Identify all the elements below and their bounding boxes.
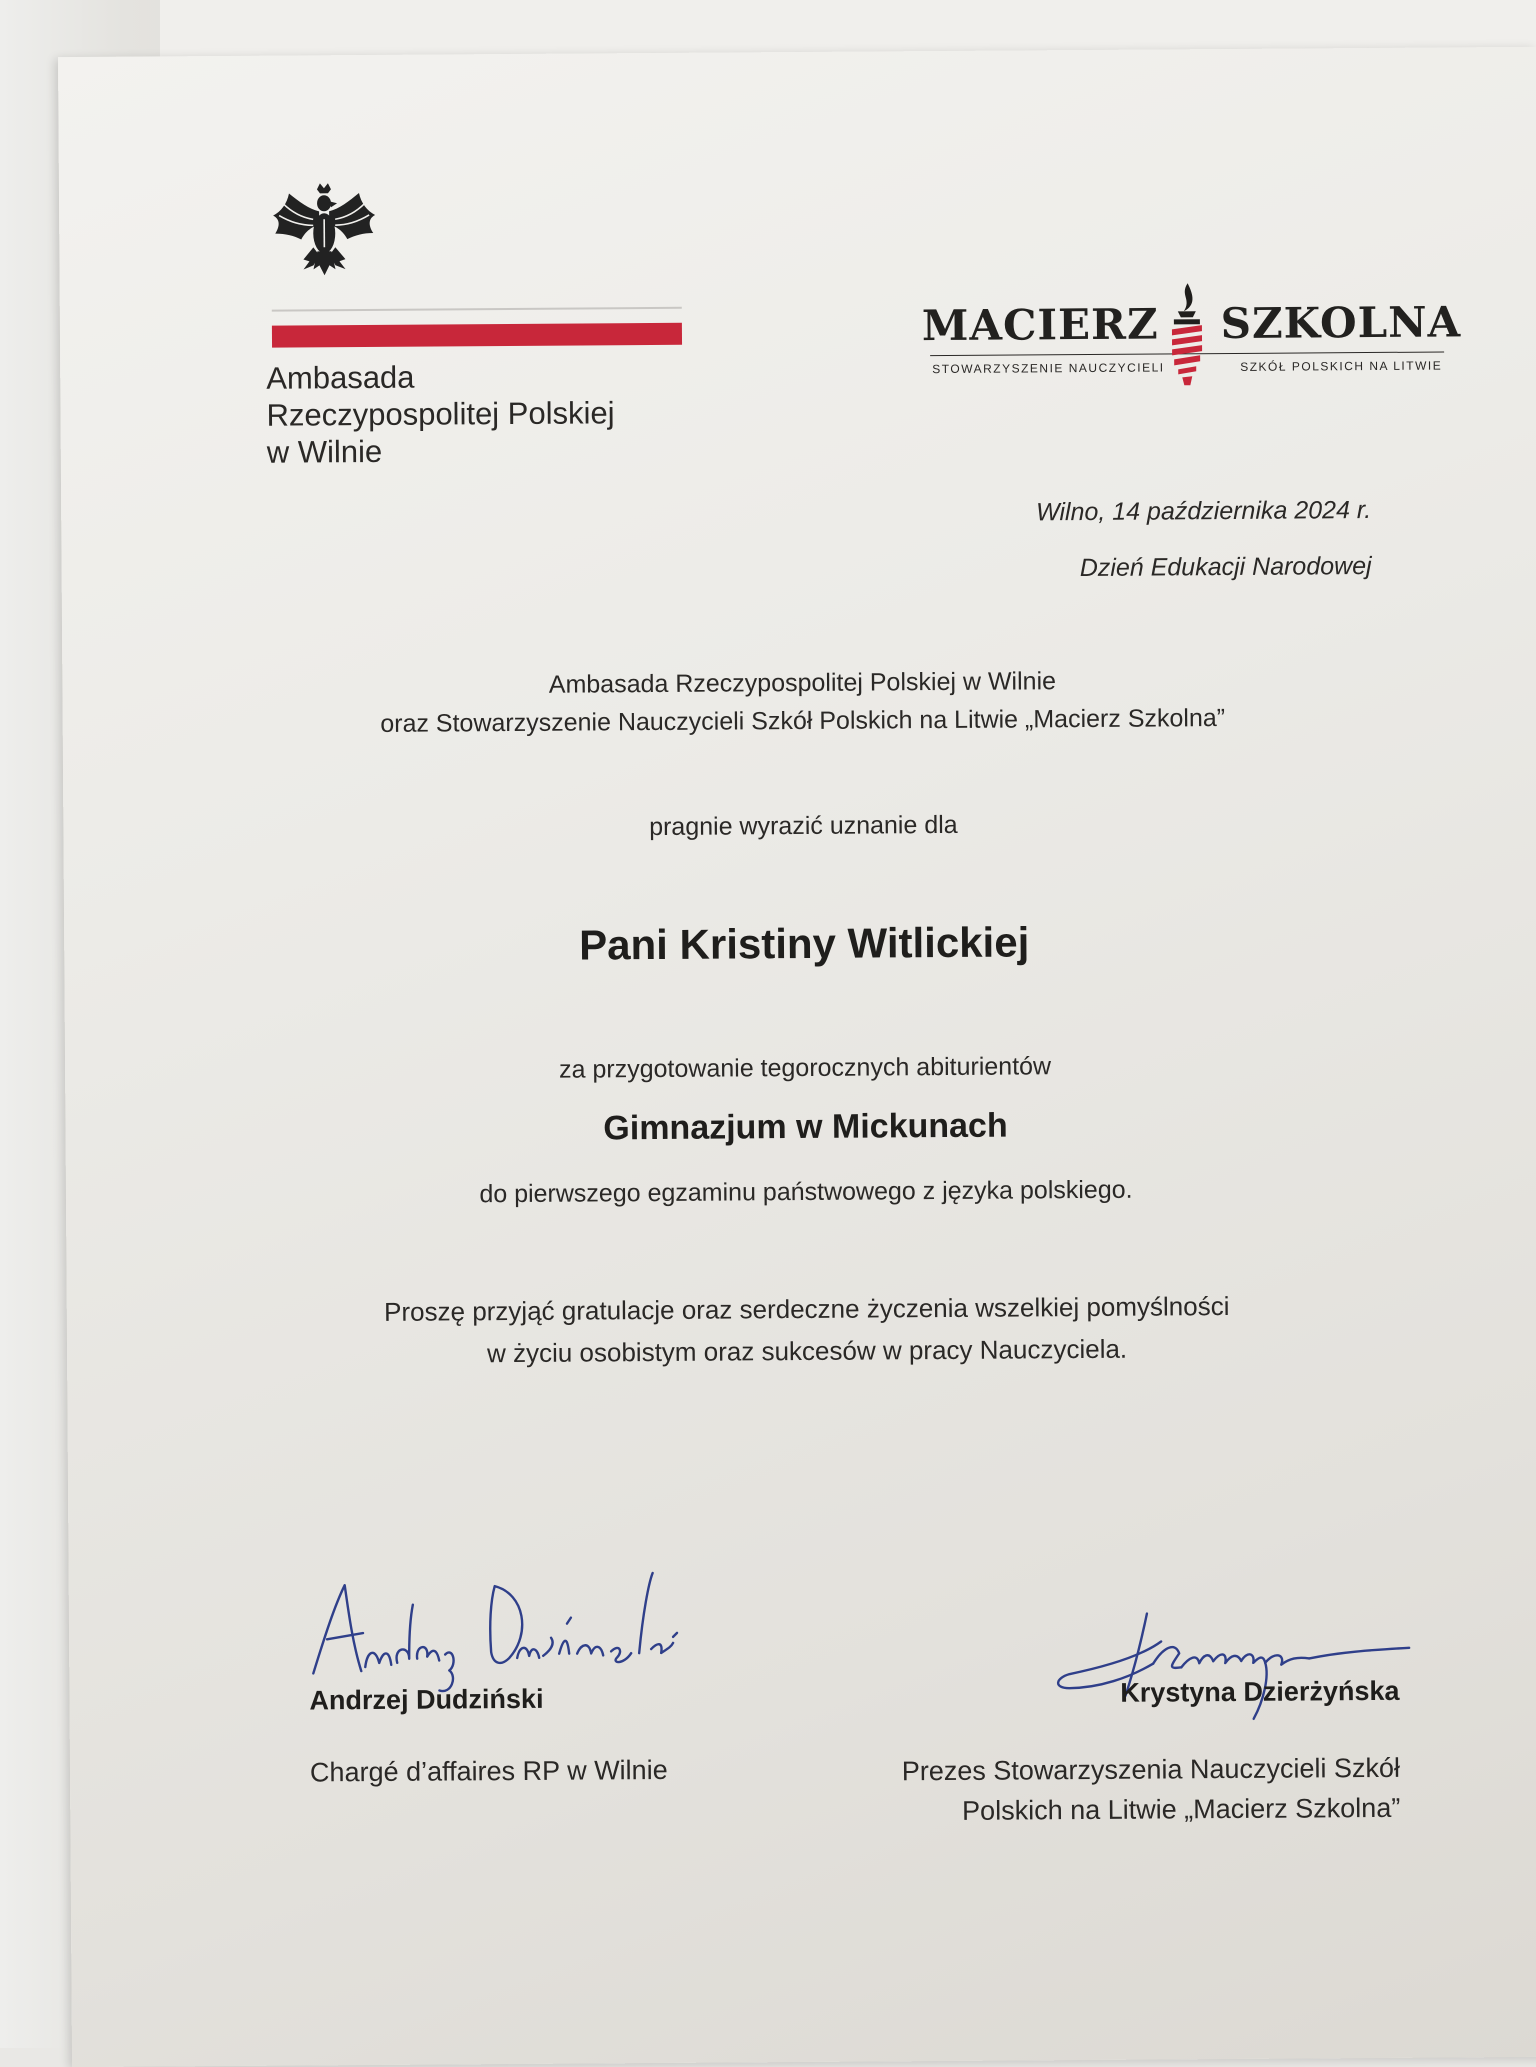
- signer-2-name: Krystyna Dzierżyńska: [1120, 1675, 1400, 1708]
- embassy-name-line: Ambasada: [266, 359, 415, 396]
- flag-white-stripe: [272, 307, 682, 312]
- signer-1-name: Andrzej Dudziński: [309, 1683, 544, 1716]
- certificate-sheet: [58, 47, 1536, 2067]
- white-eagle-emblem-icon: [269, 181, 380, 290]
- logo-subtitle-left: STOWARZYSZENIE NAUCZYCIELI: [932, 360, 1165, 377]
- recognition-reason: za przygotowanie tegorocznych abiturientów: [559, 1052, 1052, 1084]
- letter-date: Wilno, 14 października 2024 r.: [1035, 496, 1372, 527]
- logo-subtitle-right: SZKÓŁ POLSKICH NA LITWIE: [1240, 358, 1443, 374]
- wishes: [247, 1284, 1368, 1376]
- school-name: Gimnazjum w Mickunach: [603, 1106, 1008, 1148]
- recipient-name: Pani Kristiny Witlickiej: [579, 918, 1030, 969]
- embassy-name: [266, 357, 687, 471]
- signer-2-role: [830, 1748, 1401, 1832]
- issuers-line: Ambasada Rzeczypospolitej Polskiej w Wilnie: [548, 667, 1057, 699]
- wishes-line: w życiu osobistym oraz sukcesów w pracy Nauczyciela.: [486, 1333, 1128, 1369]
- logo-title-left: MACIERZ: [921, 299, 1159, 351]
- torch-icon: [1166, 281, 1209, 387]
- issuers-line: oraz Stowarzyszenie Nauczycieli Szkół Polskich na Litwie „Macierz Szkolna”: [380, 704, 1226, 738]
- exam-subject: do pierwszego egzaminu państwowego z języka polskiego.: [479, 1175, 1133, 1209]
- logo-title-right: SZKOLNA: [1220, 297, 1462, 349]
- wishes-line: Proszę przyjąć gratulacje oraz serdeczne życzenia wszelkiej pomyślności: [384, 1291, 1230, 1327]
- signer-1-role: [310, 1755, 668, 1788]
- signature-2: [1049, 1600, 1430, 1733]
- flag-red-stripe: [272, 323, 682, 348]
- embassy-name-line: Rzeczypospolitej Polskiej: [266, 395, 615, 433]
- signer-2-role-line: Prezes Stowarzyszenia Nauczycieli Szkół: [901, 1752, 1401, 1787]
- embassy-name-line: w Wilnie: [266, 433, 383, 470]
- recognition-intro: pragnie wyrazić uznanie dla: [649, 810, 958, 842]
- signature-1: [304, 1553, 725, 1696]
- signer-1-role-line: Chargé d’affaires RP w Wilnie: [309, 1754, 668, 1788]
- signer-2-role-line: Polskich na Litwie „Macierz Szkolna”: [962, 1792, 1401, 1826]
- occasion: Dzień Edukacji Narodowej: [1079, 552, 1372, 583]
- issuers: [242, 660, 1363, 744]
